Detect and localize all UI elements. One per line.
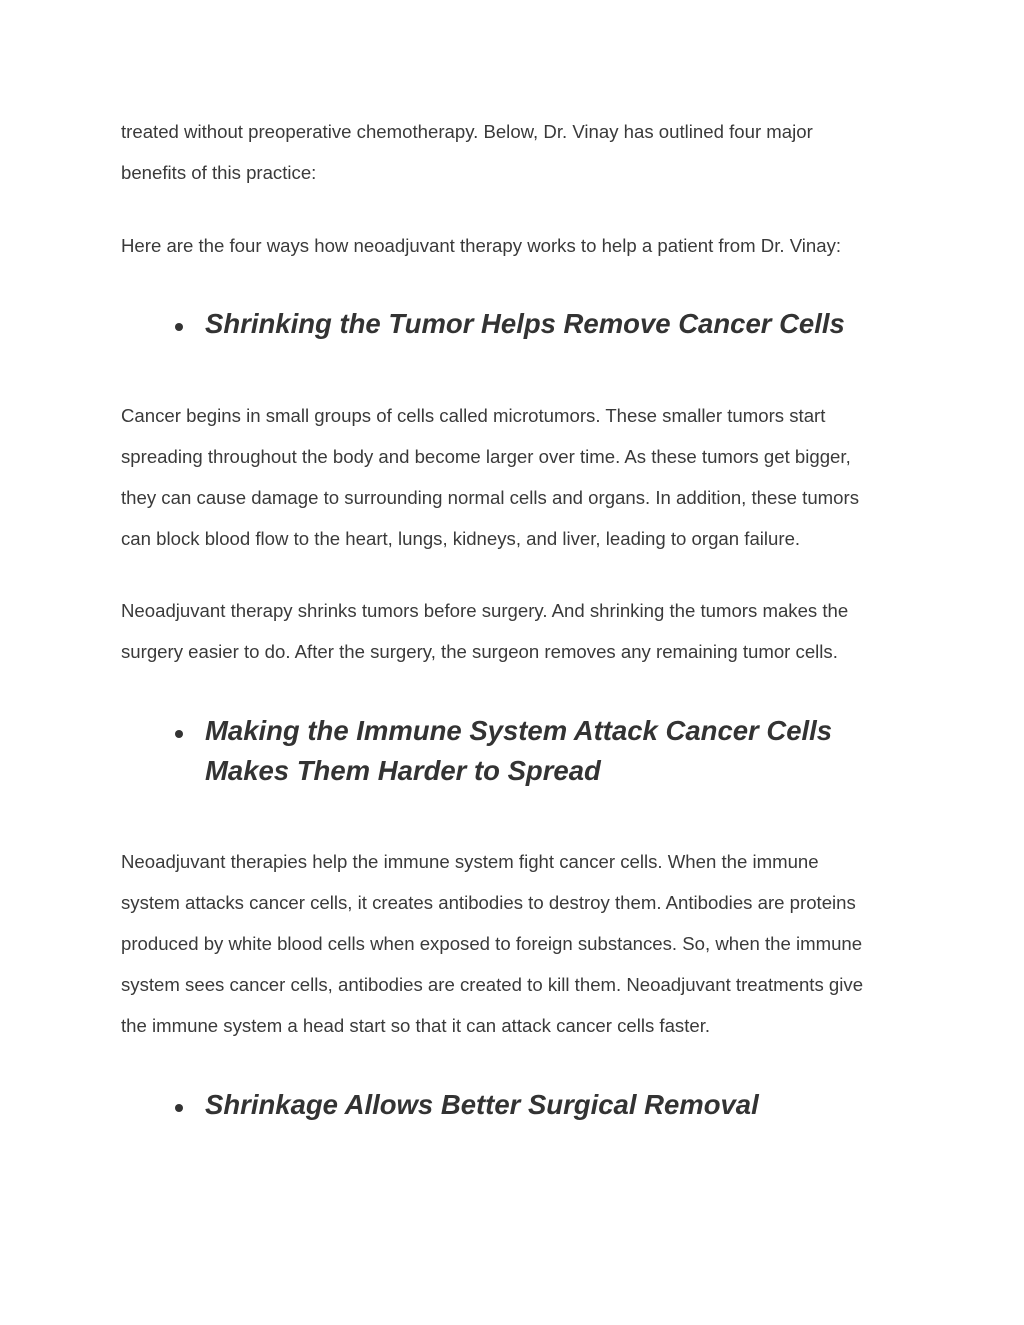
bullet-dot-icon [175, 1104, 183, 1112]
paragraph-line: they can cause damage to surrounding normal cells and organs. In addition, these tumors [121, 487, 859, 508]
paragraph-line: can block blood flow to the heart, lungs, kidneys, and liver, leading to organ failure. [121, 528, 801, 549]
paragraph-line: the immune system a head start so that it can attack cancer cells faster. [121, 1015, 711, 1036]
paragraph-line: spreading throughout the body and become larger over time. As these tumors get bigger, [121, 446, 851, 467]
bullet-dot-icon [175, 323, 183, 331]
paragraph-line: surgery easier to do. After the surgery, the surgeon removes any remaining tumor cells. [121, 641, 838, 662]
lead-line: Here are the four ways how neoadjuvant therapy works to help a patient from Dr. Vinay: [121, 235, 842, 256]
intro-line: treated without preoperative chemotherapy. Below, Dr. Vinay has outlined four major [121, 121, 813, 142]
intro-paragraph [121, 111, 911, 193]
section-heading-line: Shrinkage Allows Better Surgical Removal [205, 1089, 759, 1120]
paragraph-line: Neoadjuvant therapy shrinks tumors before surgery. And shrinking the tumors makes the [121, 600, 849, 621]
section-heading-shrinking-tumor [205, 304, 905, 344]
section-heading-line: Making the Immune System Attack Cancer Cells [205, 715, 833, 746]
section1-paragraph-2 [121, 590, 911, 672]
section1-paragraph-1 [121, 395, 911, 559]
section-heading-immune-system [205, 711, 905, 791]
paragraph-line: produced by white blood cells when exposed to foreign substances. So, when the immune [121, 933, 863, 954]
paragraph-line: Cancer begins in small groups of cells called microtumors. These smaller tumors start [121, 405, 826, 426]
paragraph-line: system sees cancer cells, antibodies are created to kill them. Neoadjuvant treatments give [121, 974, 864, 995]
paragraph-line: Neoadjuvant therapies help the immune system fight cancer cells. When the immune [121, 851, 819, 872]
section-heading-line: Shrinking the Tumor Helps Remove Cancer Cells [205, 308, 845, 339]
section2-paragraph-1 [121, 841, 911, 1046]
lead-paragraph [121, 225, 911, 266]
bullet-dot-icon [175, 730, 183, 738]
paragraph-line: system attacks cancer cells, it creates antibodies to destroy them. Antibodies are proteins [121, 892, 856, 913]
section-heading-surgical-removal [205, 1085, 905, 1125]
intro-line: benefits of this practice: [121, 162, 317, 183]
section-heading-line: Makes Them Harder to Spread [205, 755, 601, 786]
